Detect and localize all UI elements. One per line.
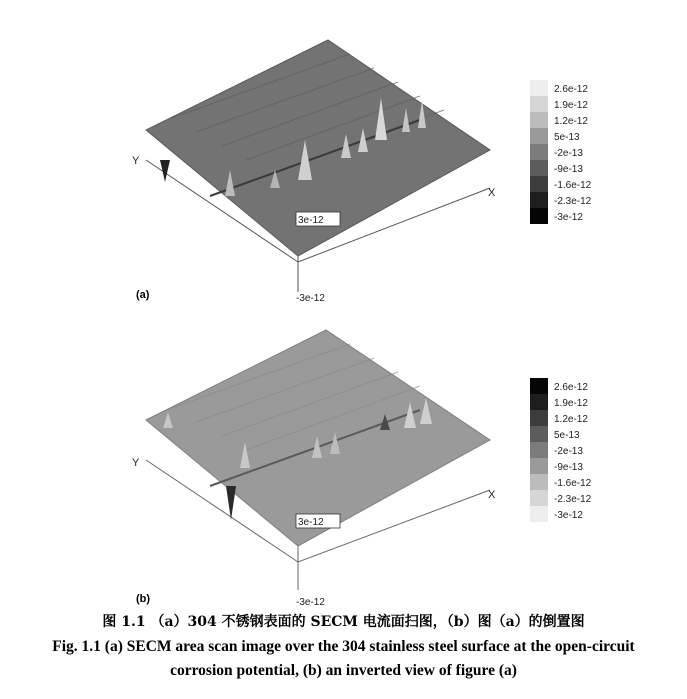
legend-label: -3e-12	[554, 212, 583, 223]
legend-label: -9e-13	[554, 164, 583, 175]
legend-swatch	[530, 394, 548, 410]
legend-swatch	[530, 112, 548, 128]
legend-swatch	[530, 96, 548, 112]
axis-y-label: Y	[132, 457, 140, 469]
panel-b	[0, 318, 687, 610]
surface-plane	[146, 330, 490, 546]
legend-label: 2.6e-12	[554, 84, 588, 95]
axis-x-label: X	[488, 187, 496, 199]
z-top-label: 3e-12	[298, 215, 324, 226]
legend-label: 2.6e-12	[554, 382, 588, 393]
legend-swatch	[530, 208, 548, 224]
legend-label: -2.3e-12	[554, 494, 592, 505]
panel-label: (a)	[136, 289, 150, 301]
z-bottom-label: -3e-12	[296, 597, 325, 608]
legend-label: -1.6e-12	[554, 478, 592, 489]
legend-swatch	[530, 474, 548, 490]
legend-label: -9e-13	[554, 462, 583, 473]
legend-swatch	[530, 128, 548, 144]
legend-swatch	[530, 160, 548, 176]
legend-swatch	[530, 490, 548, 506]
legend-swatch	[530, 176, 548, 192]
legend-label: 1.9e-12	[554, 100, 588, 111]
legend-swatch	[530, 506, 548, 522]
legend-label: 1.2e-12	[554, 116, 588, 127]
axis-y-label: Y	[132, 155, 140, 167]
legend-label: -2e-13	[554, 446, 583, 457]
figure-caption-cn: 图 1.1 （a）304 不锈钢表面的 SECM 电流面扫图，（b）图（a）的倒置图	[102, 614, 585, 630]
figure-caption-en-line1: Fig. 1.1 (a) SECM area scan image over the 304 stainless steel surface at the open-circuit	[52, 638, 635, 655]
legend-label: 5e-13	[554, 430, 580, 441]
legend-swatch	[530, 378, 548, 394]
z-bottom-label: -3e-12	[296, 293, 325, 304]
legend-swatch	[530, 192, 548, 208]
legend-swatch	[530, 80, 548, 96]
legend-swatch	[530, 458, 548, 474]
legend-label: -2e-13	[554, 148, 583, 159]
legend-label: 5e-13	[554, 132, 580, 143]
legend-label: -3e-12	[554, 510, 583, 521]
surface-plot-a	[0, 0, 687, 310]
legend-swatch	[530, 442, 548, 458]
legend-label: -1.6e-12	[554, 180, 592, 191]
figure-caption-en-line2: corrosion potential, (b) an inverted view of figure (a)	[170, 662, 517, 679]
color-legend	[530, 378, 592, 522]
surface-plot-b	[0, 318, 687, 610]
legend-label: 1.2e-12	[554, 414, 588, 425]
legend-swatch	[530, 144, 548, 160]
legend-swatch	[530, 426, 548, 442]
color-legend	[530, 80, 592, 224]
panel-label: (b)	[136, 593, 151, 605]
z-top-label: 3e-12	[298, 517, 324, 528]
legend-label: -2.3e-12	[554, 196, 592, 207]
legend-label: 1.9e-12	[554, 398, 588, 409]
legend-swatch	[530, 410, 548, 426]
axis-x-label: X	[488, 489, 496, 501]
panel-a	[0, 0, 687, 310]
